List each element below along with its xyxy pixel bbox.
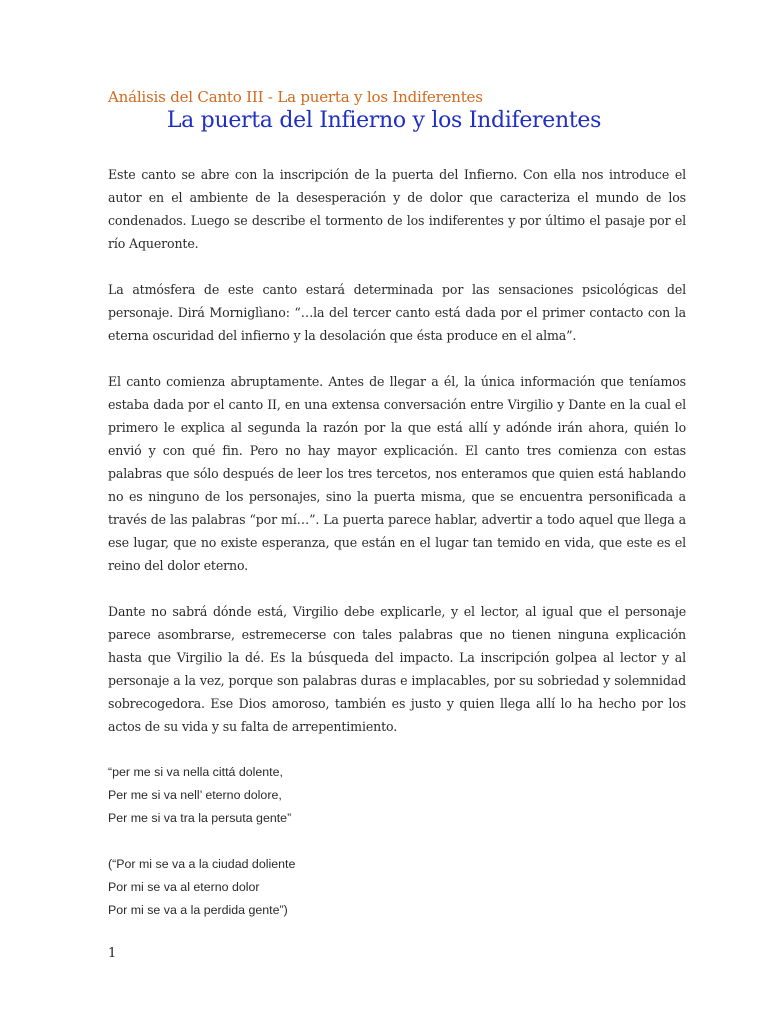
verse-line: (“Por mi se va a la ciudad doliente xyxy=(108,857,296,871)
document-title: La puerta del Infierno y los Indiferentes xyxy=(166,108,602,133)
verse-line: Por mi se va a la perdida gente”) xyxy=(108,903,288,917)
document-subtitle: Análisis del Canto III - La puerta y los Indiferentes xyxy=(108,88,483,106)
verse-line: Per me si va nell’ eterno dolore, xyxy=(108,788,282,802)
verse-line: Per me si va tra la persuta gente” xyxy=(108,811,292,825)
page-number: 1 xyxy=(108,946,117,961)
paragraph-atmosphere: La atmósfera de este canto estará determinada por las sensaciones psicológicas del personaje. Dirá Morniglìano: “…la del tercer canto está dada por el primer contacto con la eterna oscuridad del infierno y la desolación que ésta produce en el alma”. xyxy=(108,282,686,343)
paragraph-dante: Dante no sabrá dónde está, Virgilio debe explicarle, y el lector, al igual que el personaje parece asombrarse, estremecerse con tales palabras que no tienen ninguna explicación hasta que Virgilio la dé. Es la búsqueda del impacto. La inscripción golpea al lector y al personaje a la vez, porque son palabras duras e implacables, por su sobriedad y solemnidad sobrecogedora. Ese Dios amoroso, también es justo y quien llega allí lo ha hecho por los actos de su vida y su falta de arrepentimiento. xyxy=(108,604,686,734)
verse-line: “per me si va nella cittá dolente, xyxy=(108,765,283,779)
paragraph-canto-start: El canto comienza abruptamente. Antes de llegar a él, la única información que teníamos estaba dada por el canto II, en una extensa conversación entre Virgilio y Dante en la cual el primero le explica al segunda la razón por la que está allí y adónde irán ahora, quién lo envió y con qué fin. Pero no hay mayor explicación. El canto tres comienza con estas palabras que sólo después de leer los tres tercetos, nos enteramos que quien está hablando no es ninguno de los personajes, sino la puerta misma, que se encuentra personificada a través de las palabras “por mí…”. La puerta parece hablar, advertir a todo aquel que llega a ese lugar, que no existe esperanza, que están en el lugar tan temido en vida, que este es el reino del dolor eterno. xyxy=(108,374,686,573)
paragraph-intro: Este canto se abre con la inscripción de la puerta del Infierno. Con ella nos introduce el autor en el ambiente de la desesperación y de dolor que caracteriza el mundo de los condenados. Luego se describe el tormento de los indiferentes y por último el pasaje por el río Aqueronte. xyxy=(108,167,686,251)
verse-spanish xyxy=(108,853,686,922)
verse-line: Por mi se va al eterno dolor xyxy=(108,880,260,894)
verse-italian xyxy=(108,761,686,830)
document-body xyxy=(108,163,686,945)
